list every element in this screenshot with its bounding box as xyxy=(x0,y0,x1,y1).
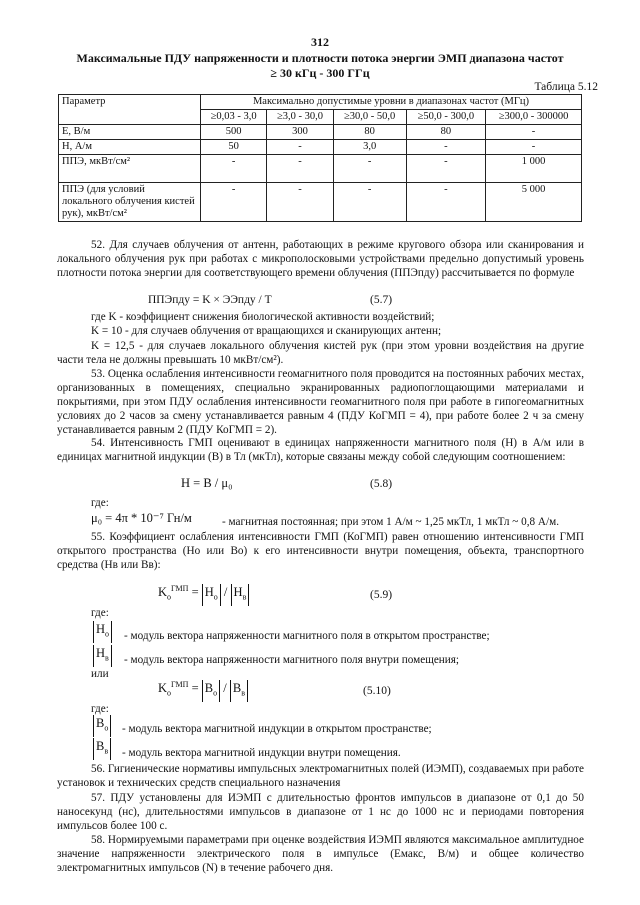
param-header: Параметр xyxy=(59,95,201,125)
table-cell: - xyxy=(333,155,406,183)
hv-description: - модуль вектора напряженности магнитного поля внутри помещения; xyxy=(124,654,460,666)
table-header-row xyxy=(59,95,582,110)
table-cell: - xyxy=(267,155,333,183)
mu0-description: - магнитная постоянная; при этом 1 А/м ~ 1,25 мкТл, 1 мкТл ~ 0,8 А/м. xyxy=(222,516,559,528)
formula-5-10: $K_o^{ГМП} = B_o / B_в$ xyxy=(158,680,248,702)
paragraph-58: 58. Нормируемыми параметрами при оценке воздействия ИЭМП являются максимальное амплитудное значение напряженности электрического поля в импульсе (Eмакс, В/м) и общее количество электромагнитных импульсов (N) в течение рабочего дня. xyxy=(57,834,584,875)
column-header: ≥50,0 - 300,0 xyxy=(406,110,485,125)
table-cell: - xyxy=(406,140,485,155)
group-header: Максимально допустимые уровни в диапазонах частот (МГц) xyxy=(201,95,582,110)
formula-number: (5.7) xyxy=(370,294,393,306)
bv-symbol: $B_в$ xyxy=(93,738,111,760)
formula-number: (5.8) xyxy=(370,478,393,490)
column-header: ≥3,0 - 30,0 xyxy=(267,110,333,125)
formula-5-9: $K_o^{ГМП} = H_o / H_в$ xyxy=(158,584,249,606)
definition-k10: K = 10 - для случаев облучения от вращающихся и сканирующих антенн; xyxy=(91,325,442,337)
ho-symbol: $H_o$ xyxy=(93,621,112,643)
table-cell: - xyxy=(267,183,333,222)
table-cell: 80 xyxy=(406,125,485,140)
table-caption: Таблица 5.12 xyxy=(534,81,598,93)
column-header: ≥300,0 - 300000 xyxy=(486,110,582,125)
table-cell: 500 xyxy=(201,125,267,140)
column-header: ≥0,03 - 3,0 xyxy=(201,110,267,125)
table-cell: - xyxy=(406,155,485,183)
table-cell: 300 xyxy=(267,125,333,140)
paragraph-55: 55. Коэффициент ослабления интенсивности ГМП (КоГМП) равен отношению интенсивности ГМП открытого пространства (Ho или Bo) к его интенсивности внутри помещения, объекта, транспортного средства (Hв или Bв): xyxy=(57,531,584,572)
table-cell: 50 xyxy=(201,140,267,155)
bo-symbol: $B_o$ xyxy=(93,715,111,737)
where-label: где: xyxy=(91,607,109,619)
row-label: ППЭ, мкВт/см² xyxy=(59,155,201,183)
row-label: ППЭ (для условий локального облучения кистей рук), мкВт/см² xyxy=(59,183,201,222)
paragraph-52: 52. Для случаев облучения от антенн, работающих в режиме кругового обзора или сканирования и локального облучения рук при работах с микрополосковыми устройствами предельно допустимый уровень плотности потока энергии для соответствующего времени облучения (ППЭпду) рассчитывается по формуле xyxy=(57,239,584,280)
table-cell: - xyxy=(201,155,267,183)
hv-symbol: $H_в$ xyxy=(93,645,112,667)
paragraph-56: 56. Гигиенические нормативы импульсных электромагнитных полей (ИЭМП), создаваемых при работе установок и технических средств специального назначения xyxy=(57,763,584,790)
table-title-line2: ≥ 30 кГц - 300 ГГц xyxy=(270,66,370,80)
where-label: где: xyxy=(91,497,109,509)
table-row xyxy=(59,140,582,155)
table-title xyxy=(40,51,600,81)
table-cell: - xyxy=(201,183,267,222)
table-row xyxy=(59,125,582,140)
formula-number: (5.10) xyxy=(363,685,391,697)
paragraph-57: 57. ПДУ установлены для ИЭМП с длительностью фронтов импульсов в диапазоне от 0,1 до 50 наносекунд (нс), длительностями импульсов в диапазоне от 1 нс до 1000 нс и периодами повторения импульсов более 100 с. xyxy=(57,792,584,833)
definition-k125: K = 12,5 - для случаев локального облучения кистей рук (при этом уровни воздействия на другие части тела не должны превышать 10 мкВт/см²). xyxy=(57,340,584,367)
table-cell: 3,0 xyxy=(333,140,406,155)
table-cell: 5 000 xyxy=(486,183,582,222)
limits-table xyxy=(58,94,582,222)
formula-5-8: H = B / μ₀ xyxy=(181,476,233,490)
formula-number: (5.9) xyxy=(370,589,393,601)
row-label: H, А/м xyxy=(59,140,201,155)
table-row xyxy=(59,183,582,222)
table-cell: - xyxy=(486,140,582,155)
page-number: 312 xyxy=(311,35,329,49)
definition-k: где K - коэффициент снижения биологической активности воздействий; xyxy=(91,311,435,323)
or-label: или xyxy=(91,668,109,680)
table-row xyxy=(59,155,582,183)
mu0-formula: μ₀ = 4π * 10⁻⁷ Гн/м xyxy=(91,511,192,525)
paragraph-54: 54. Интенсивность ГМП оценивают в единицах напряженности магнитного поля (H) в А/м или в единицах магнитной индукции (B) в Тл (мкТл), которые связаны между собой следующим соотношением: xyxy=(57,437,584,464)
formula-5-7: ППЭпду = K × ЭЭпду / T xyxy=(148,294,272,306)
row-label: E, В/м xyxy=(59,125,201,140)
ho-description: - модуль вектора напряженности магнитного поля в открытом пространстве; xyxy=(124,630,490,642)
table-cell: - xyxy=(486,125,582,140)
table-cell: 1 000 xyxy=(486,155,582,183)
table-cell: - xyxy=(267,140,333,155)
column-header: ≥30,0 - 50,0 xyxy=(333,110,406,125)
table-title-line1: Максимальные ПДУ напряженности и плотности потока энергии ЭМП диапазона частот xyxy=(76,51,564,65)
table-cell: 80 xyxy=(333,125,406,140)
paragraph-53: 53. Оценка ослабления интенсивности геомагнитного поля проводится на постоянных рабочих местах, организованных в помещениях, специально экранированных радиопоглощающими материалами и покрытиями, при этом ПДУ ослабления интенсивности геомагнитного поля при работе в гипогеомагнитных условиях до 2 часов за смену устанавливается равным 4 (ПДУ КоГМП = 4), при работе более 2 ч за смену устанавливается равным 2 (ПДУ КоГМП = 2). xyxy=(57,368,584,437)
where-label: где: xyxy=(91,703,109,715)
bv-description: - модуль вектора магнитной индукции внутри помещения. xyxy=(122,747,401,759)
table-cell: - xyxy=(406,183,485,222)
table-cell: - xyxy=(333,183,406,222)
bo-description: - модуль вектора магнитной индукции в открытом пространстве; xyxy=(122,723,432,735)
